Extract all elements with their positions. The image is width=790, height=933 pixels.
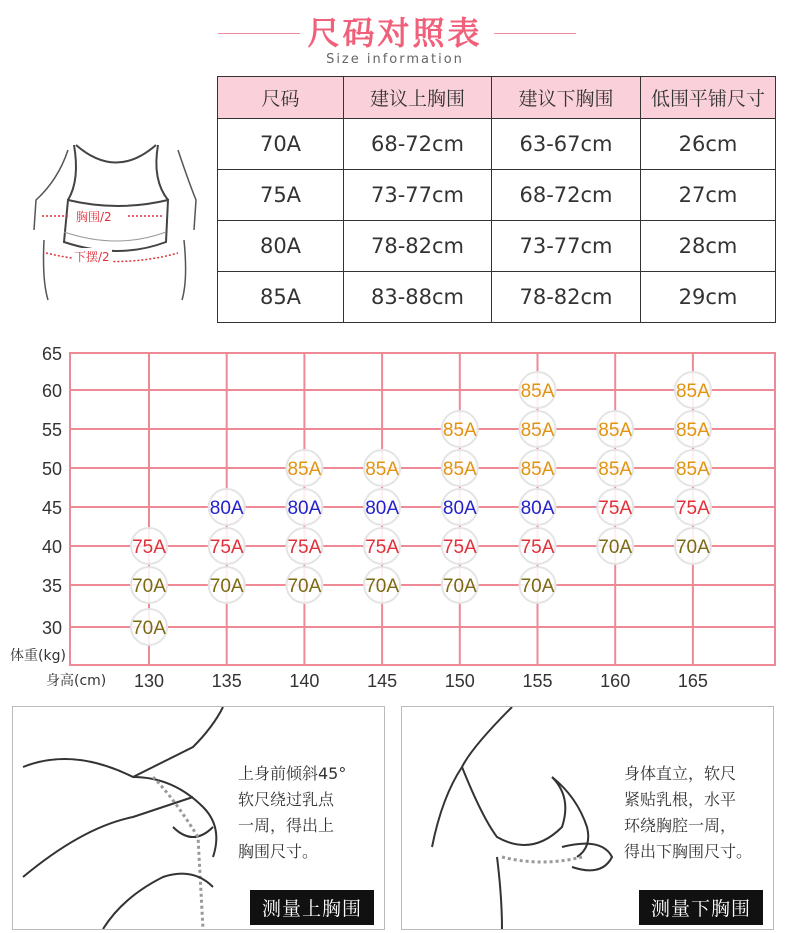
size-cell: 70A xyxy=(218,119,344,170)
y-tick-label: 45 xyxy=(41,498,62,518)
size-point-label: 85A xyxy=(520,420,555,441)
y-tick-label: 30 xyxy=(41,618,62,638)
size-point-label: 80A xyxy=(209,498,244,519)
size-point-label: 85A xyxy=(675,381,710,402)
x-tick-label: 165 xyxy=(677,671,708,691)
y-tick-label: 40 xyxy=(41,537,62,557)
instruction-line: 一周，得出上 xyxy=(238,816,335,835)
size-cell: 75A xyxy=(218,170,344,221)
size-point-label: 75A xyxy=(442,537,477,558)
size-point-label: 75A xyxy=(132,537,166,558)
y-tick-label: 65 xyxy=(41,344,62,364)
upper-bust-tag: 测量上胸围 xyxy=(250,890,374,925)
upper-bust-cell: 83-88cm xyxy=(344,272,492,323)
under-bust-cell: 73-77cm xyxy=(492,221,641,272)
size-point-label: 75A xyxy=(287,537,322,558)
table-row xyxy=(218,272,776,323)
table-row xyxy=(218,170,776,221)
under-bust-cell: 68-72cm xyxy=(492,170,641,221)
upper-bust-cell: 68-72cm xyxy=(344,119,492,170)
y-tick-label: 35 xyxy=(41,576,62,596)
hem-half-label: 下摆/2 xyxy=(74,250,110,264)
size-point-label: 85A xyxy=(520,459,555,480)
header-band-flat: 低围平铺尺寸 xyxy=(641,77,776,119)
size-table-header xyxy=(218,77,776,119)
under-bust-panel xyxy=(401,706,774,930)
size-point-label: 75A xyxy=(209,537,244,558)
size-point-label: 70A xyxy=(209,576,244,597)
band-cell: 29cm xyxy=(641,272,776,323)
header-under-bust: 建议下胸围 xyxy=(492,77,641,119)
x-tick-label: 130 xyxy=(133,671,165,691)
band-cell: 27cm xyxy=(641,170,776,221)
size-point-label: 85A xyxy=(365,459,400,480)
bust-half-label: 胸围/2 xyxy=(76,210,112,224)
size-cell: 85A xyxy=(218,272,344,323)
size-point-label: 70A xyxy=(132,576,166,597)
band-cell: 26cm xyxy=(641,119,776,170)
page-header xyxy=(0,0,790,75)
x-axis-label: 身高(cm) xyxy=(46,673,107,689)
upper-bust-cell: 73-77cm xyxy=(344,170,492,221)
x-tick-label: 140 xyxy=(289,671,320,691)
y-tick-label: 60 xyxy=(41,381,62,401)
instruction-line: 环绕胸腔一周， xyxy=(624,816,737,835)
size-point-label: 70A xyxy=(365,576,400,597)
y-axis-label: 体重(kg) xyxy=(10,648,66,664)
size-table xyxy=(217,76,776,323)
upper-bust-panel xyxy=(12,706,385,930)
upper-bust-instructions xyxy=(238,761,346,865)
under-bust-cell: 78-82cm xyxy=(492,272,641,323)
table-row xyxy=(218,119,776,170)
instruction-line: 身体直立，软尺 xyxy=(624,764,737,783)
title-line-right xyxy=(494,33,576,34)
instruction-line: 上身前倾斜45° xyxy=(238,764,347,783)
size-point-label: 70A xyxy=(598,537,633,558)
instruction-line: 软尺绕过乳点 xyxy=(238,790,335,809)
size-point-label: 80A xyxy=(442,498,477,519)
instruction-line: 得出下胸围尺寸。 xyxy=(624,842,753,861)
size-point-label: 80A xyxy=(520,498,555,519)
size-chart-svg xyxy=(0,335,790,695)
chart-frame xyxy=(70,353,775,665)
x-tick-label: 150 xyxy=(444,671,475,691)
size-cell: 80A xyxy=(218,221,344,272)
size-point-label: 85A xyxy=(598,459,633,480)
bra-sketch-icon xyxy=(28,120,218,320)
size-point-label: 85A xyxy=(442,420,477,441)
size-point-label: 80A xyxy=(365,498,400,519)
size-point-label: 70A xyxy=(442,576,477,597)
page-subtitle: Size information xyxy=(326,52,464,67)
bra-measure-figure xyxy=(28,120,218,320)
instruction-line: 胸围尺寸。 xyxy=(238,842,319,861)
x-tick-label: 160 xyxy=(600,671,631,691)
size-point-label: 85A xyxy=(598,420,633,441)
under-bust-instructions xyxy=(624,761,752,865)
upper-bust-cell: 78-82cm xyxy=(344,221,492,272)
x-tick-label: 155 xyxy=(522,671,553,691)
size-point-label: 75A xyxy=(675,498,710,519)
page-title: 尺码对照表 xyxy=(307,14,483,52)
size-point-label: 75A xyxy=(365,537,400,558)
y-tick-label: 50 xyxy=(41,459,62,479)
header-upper-bust: 建议上胸围 xyxy=(344,77,492,119)
size-point-label: 75A xyxy=(520,537,555,558)
size-point-label: 70A xyxy=(287,576,322,597)
size-point-label: 85A xyxy=(675,459,710,480)
size-point-label: 70A xyxy=(675,537,710,558)
size-point-label: 85A xyxy=(675,420,710,441)
size-point-label: 70A xyxy=(132,618,166,639)
table-row xyxy=(218,221,776,272)
size-point-label: 70A xyxy=(520,576,555,597)
x-tick-label: 145 xyxy=(367,671,398,691)
y-tick-label: 55 xyxy=(41,420,62,440)
size-point-label: 85A xyxy=(287,459,322,480)
size-chart xyxy=(0,335,790,695)
size-point-label: 75A xyxy=(598,498,633,519)
instruction-line: 紧贴乳根，水平 xyxy=(624,790,737,809)
size-point-label: 85A xyxy=(442,459,477,480)
x-tick-label: 135 xyxy=(211,671,242,691)
band-cell: 28cm xyxy=(641,221,776,272)
under-bust-cell: 63-67cm xyxy=(492,119,641,170)
under-bust-tag: 测量下胸围 xyxy=(639,890,763,925)
size-point-label: 80A xyxy=(287,498,322,519)
header-size: 尺码 xyxy=(218,77,344,119)
size-point-label: 85A xyxy=(520,381,555,402)
